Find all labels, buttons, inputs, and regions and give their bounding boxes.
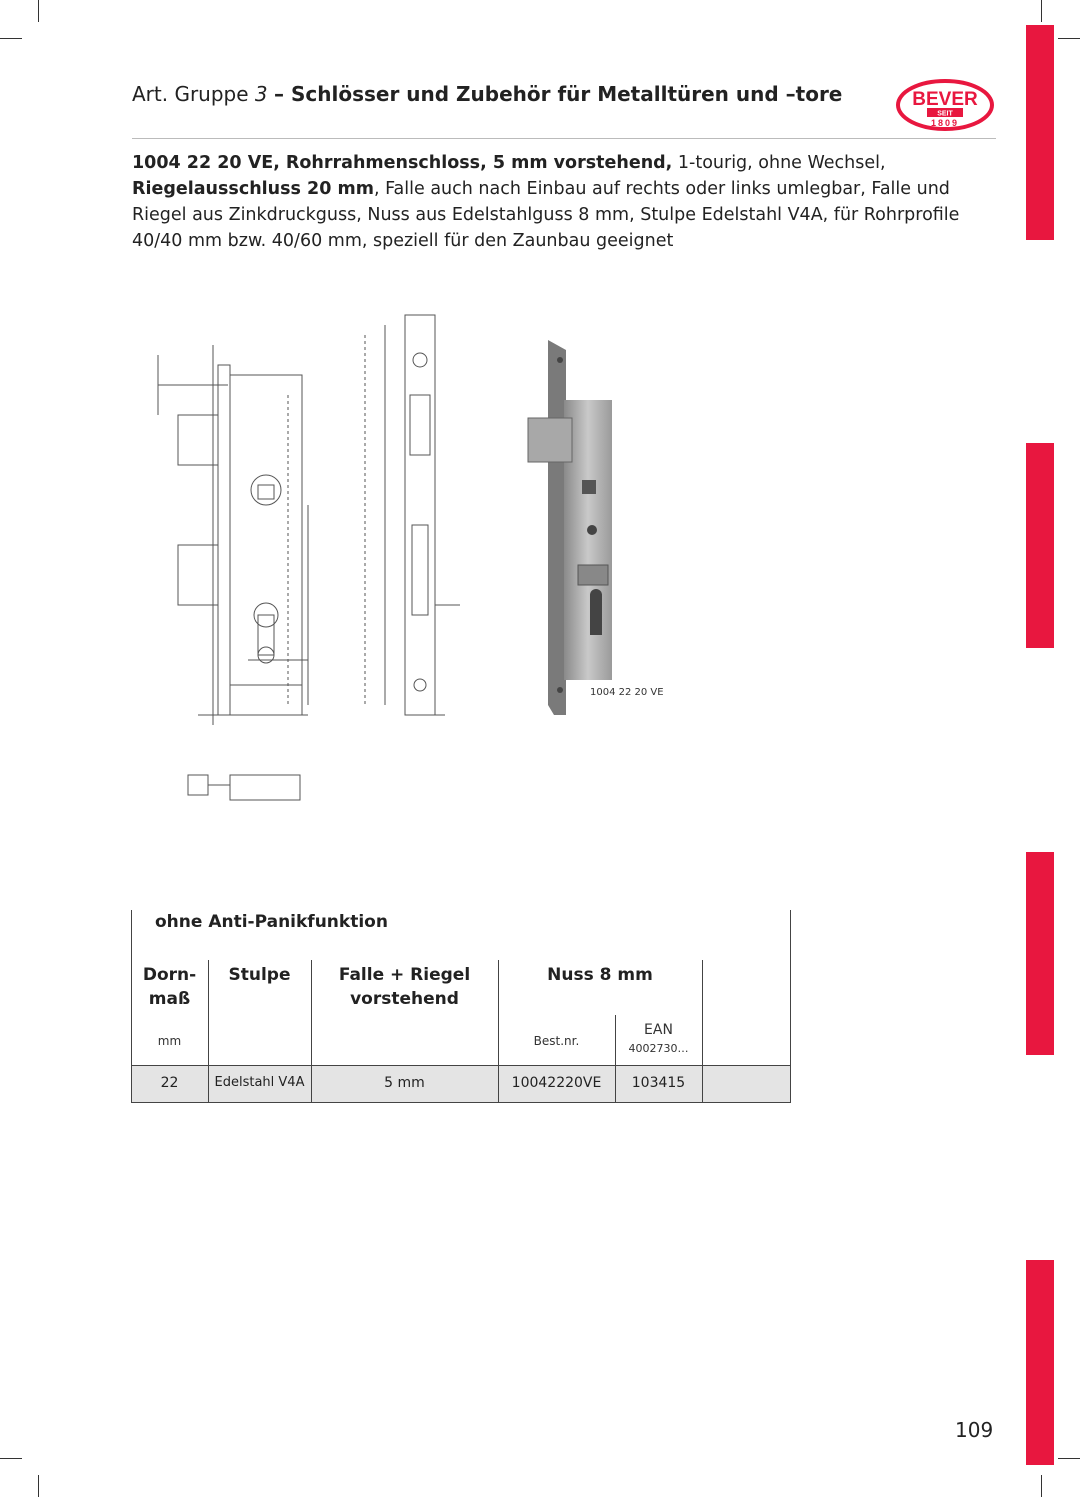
- crop-mark: [38, 0, 39, 22]
- header-prefix: Art. Gruppe: [132, 82, 249, 106]
- crop-mark: [1058, 1458, 1080, 1459]
- crop-mark: [38, 1475, 39, 1497]
- logo-brand: BEVER: [912, 89, 978, 110]
- unit-ean: EAN: [644, 1022, 673, 1038]
- cell-bestnr: 10042220VE: [511, 1075, 602, 1091]
- header-title: – Schlösser und Zubehör für Metalltüren und –tore: [274, 82, 843, 106]
- page-header: [132, 82, 842, 106]
- crop-mark: [1041, 0, 1042, 22]
- unit-ean-prefix: 4002730…: [628, 1042, 689, 1055]
- logo-year: 1809: [930, 118, 960, 128]
- page-number: 109: [955, 1418, 994, 1442]
- technical-drawing-front: [118, 305, 318, 825]
- chapter-tab: [1026, 25, 1054, 240]
- crop-mark: [0, 1458, 22, 1459]
- header-group-number: 3: [254, 82, 268, 106]
- cell-dornmass: 22: [160, 1075, 179, 1091]
- technical-drawing-side: [350, 305, 470, 735]
- bever-logo: [895, 78, 995, 132]
- chapter-tab: [1026, 1260, 1054, 1465]
- logo-seit: SEIT: [937, 110, 953, 118]
- product-photo: [520, 340, 630, 720]
- chapter-tab: [1026, 443, 1054, 648]
- table-row-divider: [131, 1065, 791, 1066]
- desc-line1-rest: 1-tourig, ohne Wechsel,: [672, 153, 886, 173]
- crop-mark: [1058, 38, 1080, 39]
- photo-caption: 1004 22 20 VE: [590, 687, 664, 698]
- chapter-tab: [1026, 852, 1054, 1055]
- table-row-divider: [131, 1102, 791, 1103]
- cell-ean: 103415: [631, 1075, 686, 1091]
- cell-vorstehend: 5 mm: [384, 1075, 425, 1091]
- crop-mark: [0, 38, 22, 39]
- desc-rest: , Falle auch nach Einbau auf rechts oder links umlegbar, Falle und Riegel aus Zinkdruckguss, Nuss aus Edelstahlguss 8 mm, Stulpe Edelstahl V4A, für Rohrprofile 40/40 mm bzw. 40/60 mm, speziell für den Zaunbau geeignet: [132, 179, 960, 251]
- product-description: [132, 150, 1002, 254]
- crop-mark: [1041, 1475, 1042, 1497]
- product-table: [131, 910, 791, 1103]
- header-rule: [132, 138, 996, 139]
- unit-dornmass: mm: [157, 1034, 182, 1048]
- desc-line1-bold: 1004 22 20 VE, Rohrrahmenschloss, 5 mm vorstehend,: [132, 153, 673, 173]
- col-header-dornmass: Dorn- maß: [142, 965, 197, 1009]
- table-section-title: ohne Anti-Panikfunktion: [155, 912, 388, 932]
- col-header-stulpe: Stulpe: [228, 965, 291, 985]
- table-col-divider: [702, 960, 703, 1103]
- unit-bestnr: Best.nr.: [533, 1034, 580, 1048]
- desc-line2-bold: Riegelausschluss 20 mm: [132, 179, 374, 199]
- table-border: [790, 910, 791, 1103]
- col-header-falle: Falle + Riegel vorstehend: [338, 965, 471, 1009]
- col-header-nuss: Nuss 8 mm: [547, 965, 653, 985]
- cell-stulpe: Edelstahl V4A: [214, 1075, 305, 1090]
